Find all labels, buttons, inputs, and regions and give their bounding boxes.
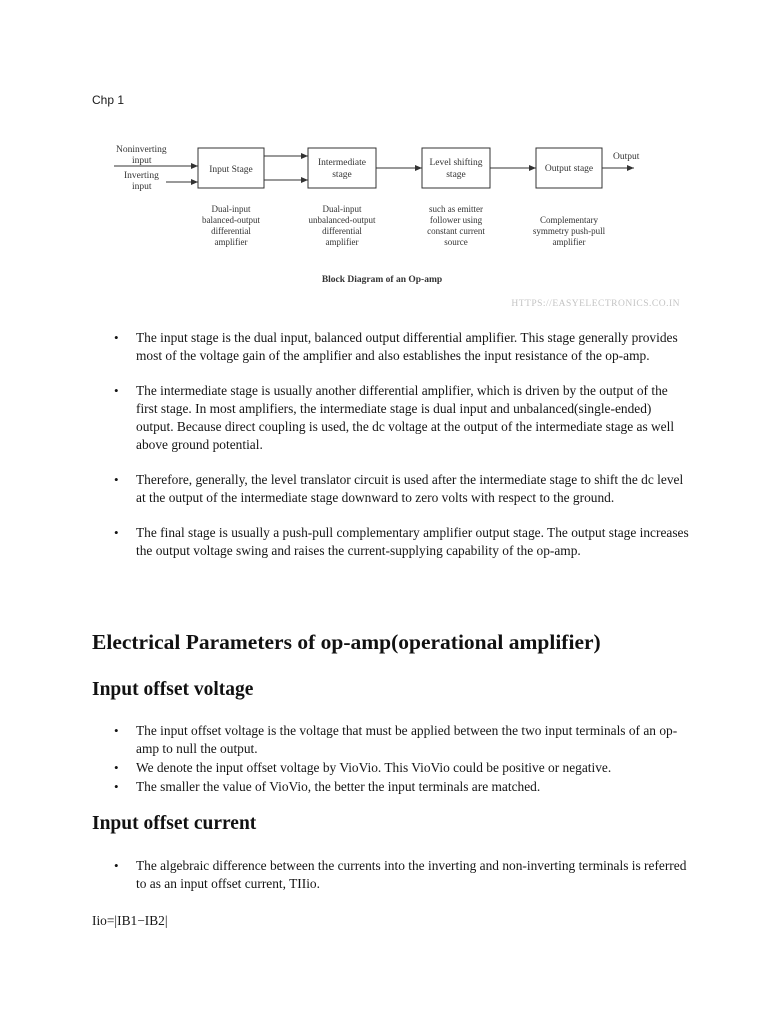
intermediate-stage-desc-4: amplifier xyxy=(325,237,359,247)
input-stage-label: Input Stage xyxy=(209,165,253,175)
list-item: • Therefore, generally, the level translator circuit is used after the intermediate stage to shift the dc level at the output of the intermediate stage downward to zero volts with respect to the ground. xyxy=(92,471,692,507)
intermediate-stage-desc-1: Dual-input xyxy=(322,204,362,214)
list-item: • The smaller the value of VioVio, the better the input terminals are matched. xyxy=(92,778,692,796)
input-offset-voltage-list xyxy=(92,722,692,797)
input-stage-desc-2: balanced-output xyxy=(202,215,260,225)
level-shifting-desc-2: follower using xyxy=(429,215,483,225)
input-offset-current-heading: Input offset current xyxy=(92,813,257,834)
op-amp-block-diagram xyxy=(110,138,690,310)
output-label: Output xyxy=(613,152,640,162)
section-title: Electrical Parameters of op-amp(operational amplifier) xyxy=(92,630,601,654)
list-item: • The intermediate stage is usually another differential amplifier, which is driven by the output of the first stage. In most amplifiers, the intermediate stage is dual input and unbalanced(single-ended) output. Because direct coupling is used, the dc voltage at the output of the intermediate stage as well above ground potential. xyxy=(92,382,692,454)
noninverting-input-label: Noninverting xyxy=(116,145,167,155)
output-stage-label: Output stage xyxy=(544,164,594,174)
input-offset-current-list xyxy=(92,857,692,893)
list-item: • The algebraic difference between the currents into the inverting and non-inverting terminals is referred to as an input offset current, TIIio. xyxy=(92,857,692,893)
noninverting-input-label-2: input xyxy=(132,156,152,166)
list-item: • The final stage is usually a push-pull complementary amplifier output stage. The output stage increases the output voltage swing and raises the current-supplying capability of the op-amp. xyxy=(92,524,692,560)
chapter-label: Chp 1 xyxy=(92,93,125,107)
input-stage-desc-4: amplifier xyxy=(214,237,248,247)
level-shifting-stage-label-2: stage xyxy=(446,170,466,180)
level-shifting-stage-label: Level shifting xyxy=(429,158,483,168)
diagram-caption: Block Diagram of an Op-amp xyxy=(321,275,443,285)
intermediate-stage-desc-2: unbalanced-output xyxy=(308,215,376,225)
list-item: • The input offset voltage is the voltage that must be applied between the two input terminals of an op-amp to null the output. xyxy=(92,722,692,758)
intermediate-stage-label-2: stage xyxy=(332,170,352,180)
input-offset-voltage-heading: Input offset voltage xyxy=(92,679,254,700)
list-item: • We denote the input offset voltage by VioVio. This VioVio could be positive or negative. xyxy=(92,759,692,777)
offset-current-formula: Iio=|IB1−IB2| xyxy=(92,913,168,928)
level-shifting-stage-block xyxy=(422,148,490,188)
list-item: • The input stage is the dual input, balanced output differential amplifier. This stage generally provides most of the voltage gain of the amplifier and also establishes the input resistance of the op-amp. xyxy=(92,329,692,365)
output-stage-desc-2: symmetry push-pull xyxy=(532,226,606,236)
inverting-input-label: Inverting xyxy=(124,171,159,181)
output-stage-desc-3: amplifier xyxy=(552,237,586,247)
level-shifting-desc-4: source xyxy=(444,237,468,247)
intermediate-stage-label: Intermediate xyxy=(317,158,367,168)
input-stage-desc-1: Dual-input xyxy=(211,204,251,214)
inverting-input-label-2: input xyxy=(132,182,152,192)
stages-list xyxy=(92,329,692,577)
level-shifting-desc-3: constant current xyxy=(427,226,485,236)
intermediate-stage-desc-3: differential xyxy=(322,226,362,236)
intermediate-stage-block xyxy=(308,148,376,188)
input-stage-desc-3: differential xyxy=(211,226,251,236)
level-shifting-desc-1: such as emitter xyxy=(429,204,483,214)
diagram-watermark: HTTPS://EASYELECTRONICS.CO.IN xyxy=(511,299,680,309)
output-stage-desc-1: Complementary xyxy=(540,215,598,225)
